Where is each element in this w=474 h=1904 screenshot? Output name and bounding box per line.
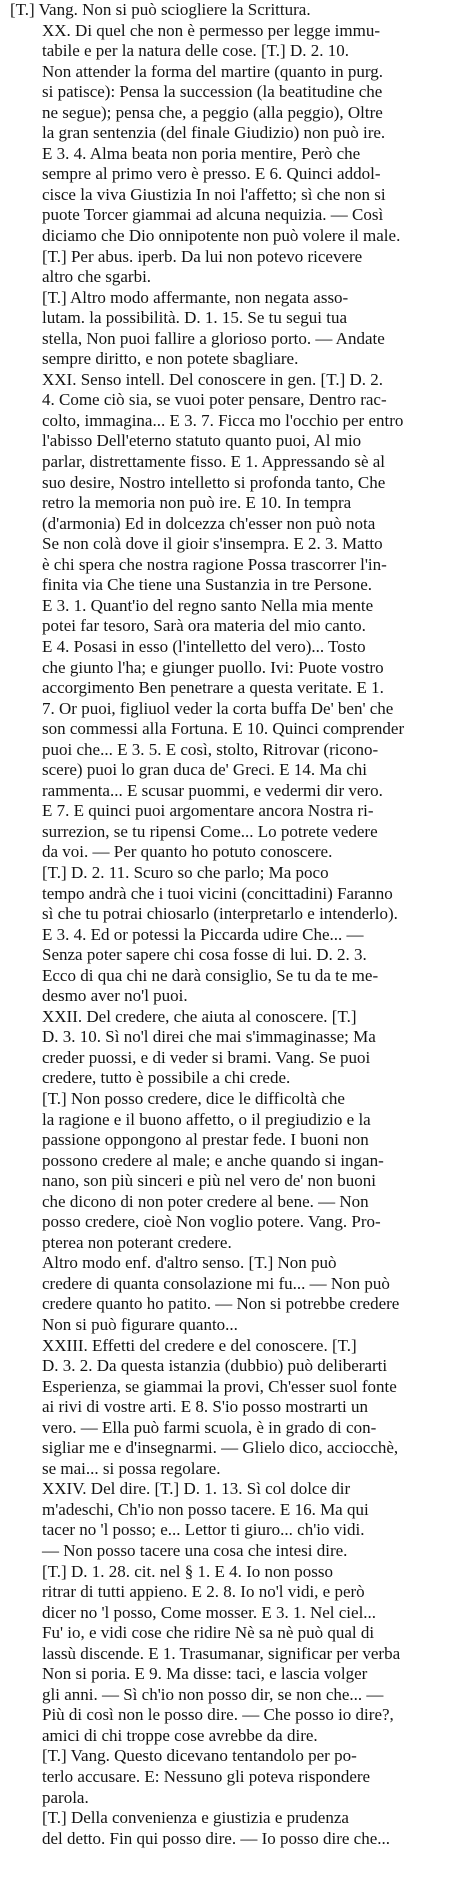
paragraph-p8 [10,1253,466,1335]
text-line: credere quanto ho patito. — Non si potrebbe credere [42,1294,400,1314]
paragraph-p10 [10,1479,466,1561]
text-line: credere, tutto è possibile a chi crede. [42,1068,291,1088]
text-line: Esperienza, se giammai la provi, Ch'esser suol fonte [42,1376,397,1396]
text-line: sì che tu potrai chiosarlo (interpretarlo e intenderlo). [42,904,398,924]
text-line: potei far tesoro, Sarà ora materia del mio canto. [42,616,366,636]
text-line: — Non posso tacere una cosa che intesi dire. [42,1541,348,1561]
paragraph-p13 [10,1808,466,1849]
text-line: 7. Or puoi, figliuol veder la corta buffa De' ben' che [42,698,394,718]
paragraph-p6 [10,1007,466,1089]
text-line: desmo aver no'l puoi. [42,986,188,1006]
text-line: Non attender la forma del martire (quanto in purg. [42,61,383,81]
paragraph-p3 [10,288,466,370]
text-line: puoi che... E 3. 5. E così, stolto, Ritrovar (ricono- [42,739,379,759]
text-line: tempo andrà che i tuoi vicini (concittadini) Faranno [42,883,393,903]
paragraph-p7 [10,1089,466,1253]
text-line: ne segue); pensa che, a peggio (alla peggio), Oltre [42,102,383,122]
text-line: sempre al primo vero è presso. E 6. Quinci addol- [42,164,381,184]
text-line: se mai... si possa regolare. [42,1458,221,1478]
text-line: del detto. Fin qui posso dire. — Io posso dire che... [42,1828,390,1848]
paragraph-p9 [10,1336,466,1480]
text-line: Altro modo enf. d'altro senso. [T.] Non può [42,1253,337,1273]
text-line: Non si poria. E 9. Ma disse: taci, e lascia volger [42,1664,368,1684]
text-line: puote Torcer giammai ad alcuna nequizia. — Così [42,205,384,225]
text-line: la gran sentenzia (del finale Giudizio) non può ire. [42,123,386,143]
text-line: lassù discende. E 1. Trasumanar, significar per verba [42,1643,401,1663]
text-line: surrezion, se tu ripensi Come... Lo potrete vedere [42,821,378,841]
text-line: dicer no 'l posso, Come mosser. E 3. 1. Nel ciel... [42,1602,377,1622]
text-line: XX. Di quel che non è permesso per legge immu- [42,20,381,40]
text-line: stella, Non puoi fallire a glorioso porto. — Andate [42,328,385,348]
text-line: colto, immagina... E 3. 7. Ficca mo l'occhio per entro [42,410,404,430]
text-line: XXIII. Effetti del credere e del conoscere. [T.] [42,1335,357,1355]
text-line: da voi. — Per quanto ho potuto conoscere. [42,842,333,862]
text-line: creder puossi, e di veder si brami. Vang. Se puoi [42,1047,371,1067]
paragraph-p5 [10,863,466,1007]
text-line: Fu' io, e vidi cose che ridire Nè sa nè può qual di [42,1623,375,1643]
paragraph-p4 [10,370,466,863]
text-line: posso credere, cioè Non voglio potere. Vang. Pro- [42,1212,381,1232]
text-line: XXI. Senso intell. Del conoscere in gen. [T.] D. 2. [42,369,384,389]
text-line: amici di chi troppe cose avrebbe da dire. [42,1725,318,1745]
text-line: l'abisso Dell'eterno statuto quanto puoi, Al mio [42,431,362,451]
text-line: finita via Che tiene una Sustanzia in tre Persone. [42,575,372,595]
text-line: D. 3. 2. Da questa istanzia (dubbio) può deliberarti [42,1356,388,1376]
text-line: gli anni. — Sì ch'io non posso dir, se non che... — [42,1684,384,1704]
text-line: Non si può figurare quanto... [42,1315,238,1334]
paragraph-p12 [10,1746,466,1808]
text-line: XXIV. Del dire. [T.] D. 1. 13. Sì col dolce dir [42,1479,351,1499]
paragraph-p2 [10,21,466,288]
text-line: suo desire, Nostro intelletto si profonda tanto, Che [42,472,386,492]
text-line: altro che sgarbi. [42,267,152,287]
text-line: la ragione e il buono affetto, o il pregiudizio e la [42,1109,371,1129]
text-line: tabile e per la natura delle cose. [T.] D. 2. 10. [42,41,349,61]
text-line: D. 3. 10. Sì no'l direi che mai s'immaginasse; Ma [42,1027,376,1047]
text-line: E 3. 4. Alma beata non poria mentire, Però che [42,143,361,163]
text-line: tacer no 'l posso; e... Lettor ti giuro... ch'io vidi. [42,1520,365,1540]
text-line: son commessi alla Fortuna. E 10. Quinci comprender [42,719,405,739]
text-line: sempre diritto, e non potete sbagliare. [42,349,299,369]
text-line: vero. — Ella può farmi scuola, è in grado di con- [42,1417,377,1437]
text-line: E 4. Posasi in esso (l'intelletto del vero)... Tosto [42,636,366,656]
text-line: m'adeschi, Ch'io non posso tacere. E 16. Ma qui [42,1499,369,1519]
text-line: 4. Come ciò sia, se vuoi poter pensare, Dentro rac- [42,390,387,410]
text-line: ai rivi di vostre arti. E 8. S'io posso mostrarti un [42,1397,369,1417]
text-line: (d'armonia) Ed in dolcezza ch'esser non può nota [42,513,376,533]
text-line: rammenta... E scusar puommi, e vedermi dir vero. [42,780,383,800]
text-line: Senza poter sapere chi cosa fosse di lui. D. 2. 3. [42,945,367,965]
text-line: cisce la viva Giustizia In noi l'affetto; sì che non si [42,184,386,204]
text-line: nano, son più sinceri e più nel vero de' non buoni [42,1171,377,1191]
text-line: Più di così non le posso dire. — Che posso io dire?, [42,1705,394,1725]
text-line: [T.] Vang. Non si può sciogliere la Scrittura. [10,0,311,19]
text-line: XXII. Del credere, che aiuta al conoscere. [T.] [42,1006,357,1026]
text-line: lutam. la possibilità. D. 1. 15. Se tu segui tua [42,308,348,328]
text-line: [T.] Della convenienza e giustizia e prudenza [42,1808,349,1828]
text-line: sigliar me e d'insegnarmi. — Glielo dico, acciocchè, [42,1438,399,1458]
text-line: E 7. E quinci puoi argomentare ancora Nostra ri- [42,801,374,821]
text-line: possono credere al male; e anche quando si ingan- [42,1150,384,1170]
text-line: diciamo che Dio onnipotente non può volere il male. [42,226,401,246]
text-line: ritrar di tutti appieno. E 2. 8. Io no'l vidi, e però [42,1582,365,1602]
text-line: parola. [42,1787,89,1807]
paragraph-p11 [10,1562,466,1747]
text-line: passione oppongono al prestar fede. I buoni non [42,1130,369,1150]
text-line: [T.] Non posso credere, dice le difficoltà che [42,1088,345,1108]
text-line: [T.] Per abus. iperb. Da lui non potevo ricevere [42,246,363,266]
text-line: retro la memoria non può ire. E 10. In tempra [42,493,352,513]
text-line: [T.] D. 1. 28. cit. nel § 1. E 4. Io non posso [42,1561,334,1581]
text-line: che giunto l'ha; e giunger puollo. Ivi: Puote vostro [42,657,384,677]
text-line: è chi spera che nostra ragione Possa trascorrer l'in- [42,554,387,574]
text-line: parlar, distrettamente fisso. E 1. Appressando sè al [42,452,386,472]
text-line: E 3. 1. Quant'io del regno santo Nella mia mente [42,595,374,615]
text-line: terlo accusare. E: Nessuno gli poteva rispondere [42,1767,371,1787]
text-line: si patisce): Pensa la succession (la beatitudine che [42,82,383,102]
text-line: E 3. 4. Ed or potessi la Piccarda udire Che... — [42,924,364,944]
text-line: Se non colà dove il gioir s'insempra. E 2. 3. Matto [42,534,383,554]
text-line: scere) puoi lo gran duca de' Greci. E 14. Ma chi [42,760,367,780]
text-line: che dicono di non poter credere al bene. — Non [42,1191,369,1211]
text-line: accorgimento Ben penetrare a questa veritate. E 1. [42,678,384,698]
text-line: credere di quanta consolazione mi fu... — Non può [42,1273,390,1293]
text-line: Ecco di qua chi ne darà consiglio, Se tu da te me- [42,965,379,985]
text-line: pterea non poterant credere. [42,1232,232,1252]
text-line: [T.] D. 2. 11. Scuro so che parlo; Ma poco [42,862,329,882]
text-line: [T.] Vang. Questo dicevano tentandolo per po- [42,1746,357,1766]
paragraph-p1 [10,0,466,21]
text-line: [T.] Altro modo affermante, non negata asso- [42,287,349,307]
